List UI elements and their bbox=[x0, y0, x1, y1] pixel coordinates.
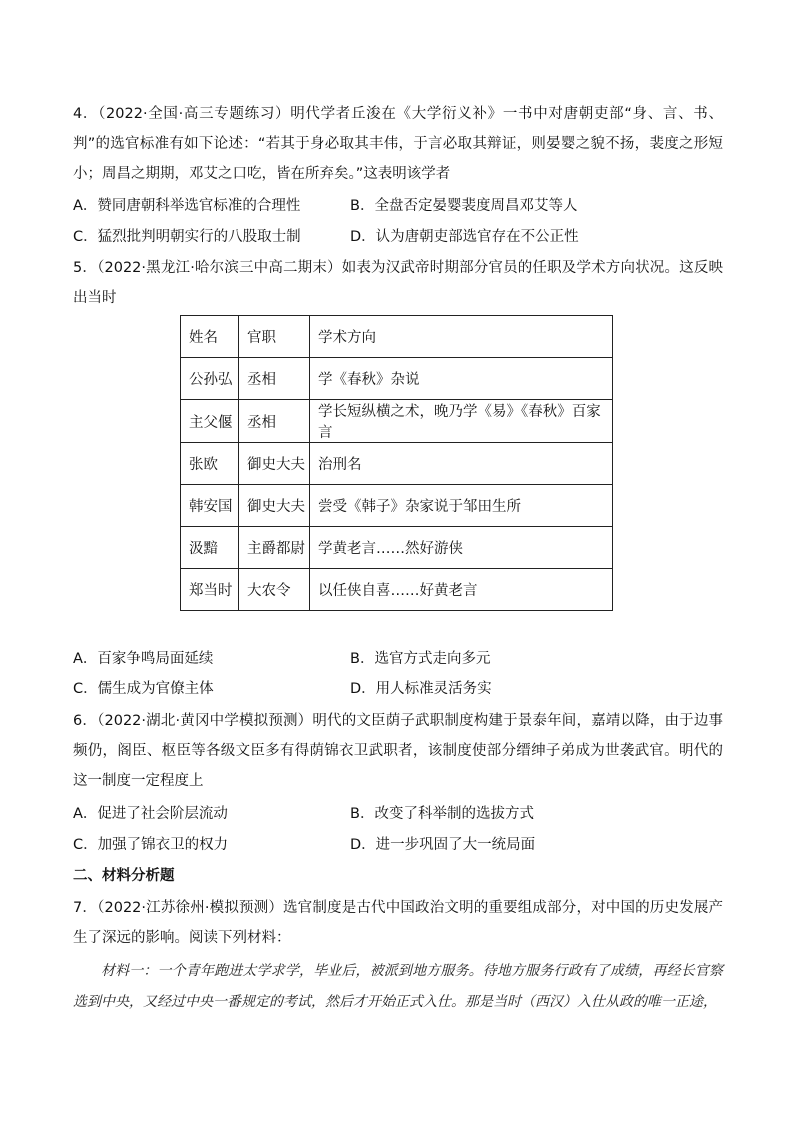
table-cell: 治刑名 bbox=[310, 443, 613, 485]
table-row bbox=[181, 485, 613, 527]
table-cell: 汲黯 bbox=[181, 527, 239, 569]
q6-option-a[interactable]: A．促进了社会阶层流动 bbox=[73, 806, 228, 822]
table-header-cell: 学术方向 bbox=[310, 316, 613, 358]
q5-option-d[interactable]: D．用人标准灵活务实 bbox=[350, 681, 492, 697]
q6-options-row-2 bbox=[73, 830, 723, 860]
table-header-row bbox=[181, 316, 613, 358]
q7-stem: 7．（2022·江苏徐州·模拟预测）选官制度是古代中国政治文明的重要组成部分，对中国的历史发展产生了深远的影响。阅读下列材料： bbox=[73, 900, 723, 946]
q4-options-row-1 bbox=[73, 191, 723, 221]
q5-options-row-1 bbox=[73, 644, 723, 674]
q4-option-a[interactable]: A．赞同唐朝科举选官标准的合理性 bbox=[73, 198, 301, 214]
table-cell: 丞相 bbox=[239, 358, 310, 400]
q5-options-row-2 bbox=[73, 674, 723, 704]
table-cell: 御史大夫 bbox=[239, 485, 310, 527]
officials-table bbox=[180, 315, 613, 611]
table-row bbox=[181, 569, 613, 611]
table-cell: 以任侠自喜……好黄老言 bbox=[310, 569, 613, 611]
table-row bbox=[181, 400, 613, 443]
q5-stem: 5．（2022·黑龙江·哈尔滨三中高二期末）如表为汉武帝时期部分官员的任职及学术方向状况。这反映出当时 bbox=[73, 260, 723, 306]
q4-option-c[interactable]: C．猛烈批判明朝实行的八股取士制 bbox=[73, 229, 301, 245]
table-cell: 学《春秋》杂说 bbox=[310, 358, 613, 400]
q4-option-b[interactable]: B．全盘否定晏婴裴度周昌邓艾等人 bbox=[350, 198, 578, 214]
table-cell: 大农令 bbox=[239, 569, 310, 611]
q4-stem: 4．（2022·全国·高三专题练习）明代学者丘浚在《大学衍义补》一书中对唐朝吏部“身、言、书、判”的选官标准有如下论述：“若其于身必取其丰伟，于言必取其辩证，则晏婴之貌不扬，裴度之形短小；周昌之期期，邓艾之口吃，皆在所弃矣。”这表明该学者 bbox=[73, 106, 723, 182]
q7-material-1: 材料一：一个青年跑进太学求学，毕业后，被派到地方服务。待地方服务行政有了成绩，再经长官察选到中央，又经过中央一番规定的考试，然后才开始正式入仕。那是当时（西汉）入仕从政的唯一正途， bbox=[73, 963, 723, 1010]
table-cell: 主父偃 bbox=[181, 400, 239, 443]
q6-option-c[interactable]: C．加强了锦衣卫的权力 bbox=[73, 837, 229, 853]
table-cell: 张欧 bbox=[181, 443, 239, 485]
section-title: 二、材料分析题 bbox=[73, 868, 175, 884]
table-cell: 郑当时 bbox=[181, 569, 239, 611]
q5-option-a[interactable]: A．百家争鸣局面延续 bbox=[73, 651, 214, 667]
q6-option-b[interactable]: B．改变了科举制的选拔方式 bbox=[350, 806, 534, 822]
table-cell: 韩安国 bbox=[181, 485, 239, 527]
table-cell: 御史大夫 bbox=[239, 443, 310, 485]
q6-option-d[interactable]: D．进一步巩固了大一统局面 bbox=[350, 837, 536, 853]
table-cell: 学长短纵横之术，晚乃学《易》《春秋》百家言 bbox=[310, 400, 613, 443]
table-row bbox=[181, 358, 613, 400]
q4-options-row-2 bbox=[73, 222, 723, 252]
table-row bbox=[181, 443, 613, 485]
table-cell: 主爵都尉 bbox=[239, 527, 310, 569]
table-header-cell: 姓名 bbox=[181, 316, 239, 358]
table-row bbox=[181, 527, 613, 569]
table-cell: 丞相 bbox=[239, 400, 310, 443]
q6-options-row-1 bbox=[73, 799, 723, 829]
table-cell: 公孙弘 bbox=[181, 358, 239, 400]
q6-stem: 6．（2022·湖北·黄冈中学模拟预测）明代的文臣荫子武职制度构建于景泰年间，嘉靖以降，由于边事频仍，阁臣、枢臣等各级文臣多有得荫锦衣卫武职者，该制度使部分缙绅子弟成为世袭武官。明代的这一制度一定程度上 bbox=[73, 713, 723, 789]
q5-option-b[interactable]: B．选官方式走向多元 bbox=[350, 651, 491, 667]
table-cell: 尝受《韩子》杂家说于邹田生所 bbox=[310, 485, 613, 527]
table-header-cell: 官职 bbox=[239, 316, 310, 358]
table-cell: 学黄老言……然好游侠 bbox=[310, 527, 613, 569]
q4-option-d[interactable]: D．认为唐朝吏部选官存在不公正性 bbox=[350, 229, 579, 245]
q5-option-c[interactable]: C．儒生成为官僚主体 bbox=[73, 681, 214, 697]
